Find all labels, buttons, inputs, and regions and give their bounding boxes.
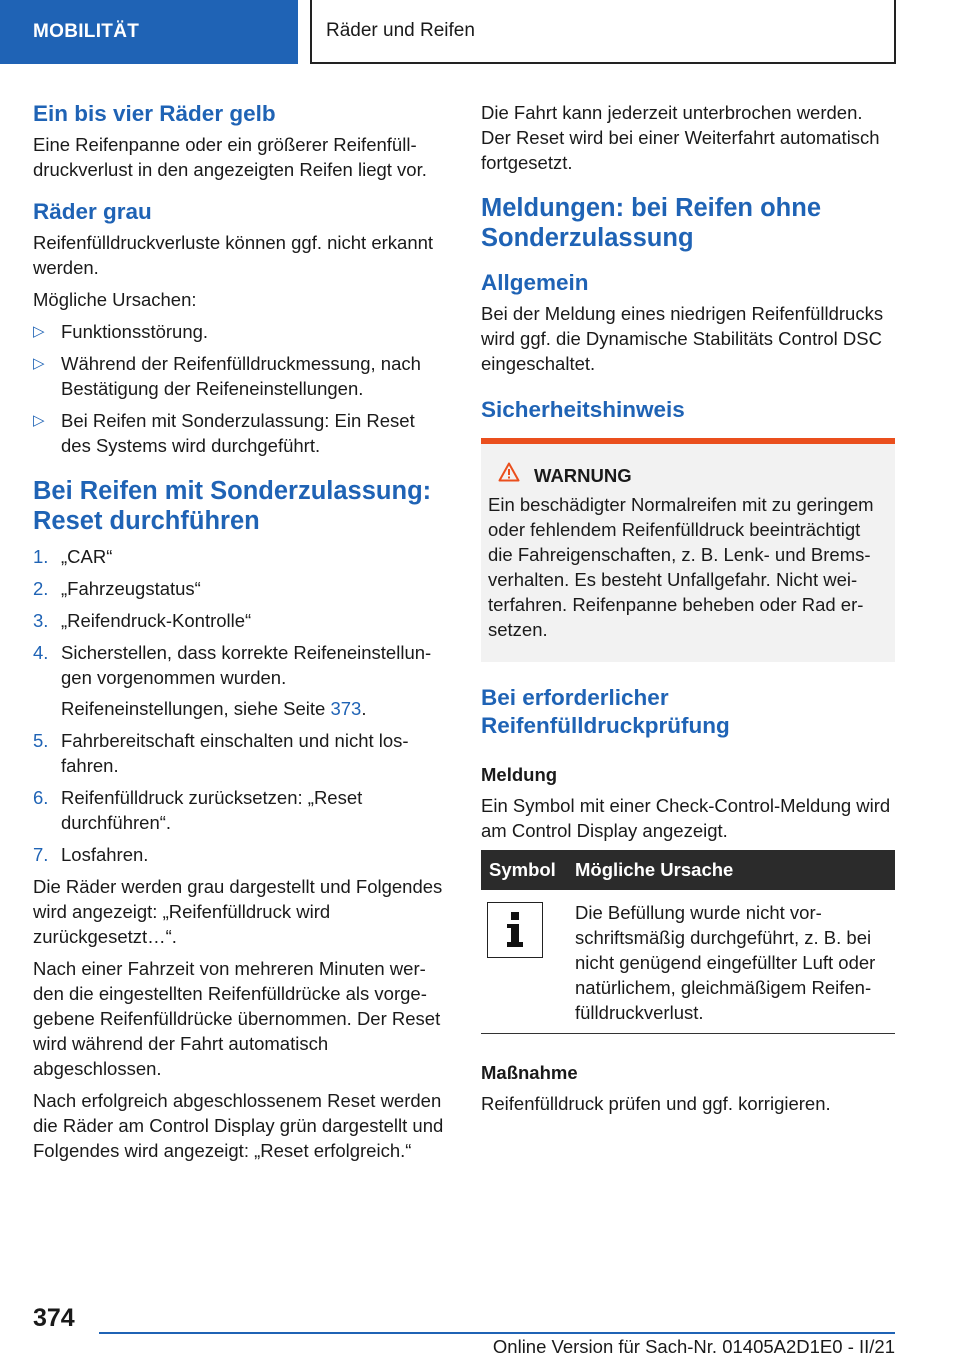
chapter-label: Räder und Reifen bbox=[310, 0, 896, 64]
heading-wheels-yellow: Ein bis vier Räder gelb bbox=[33, 101, 276, 126]
heading-message: Meldung bbox=[481, 764, 558, 785]
list-item: ▷ Funktionsstörung. bbox=[33, 321, 209, 342]
warning-title: WARNUNG bbox=[488, 462, 887, 488]
heading-wheels-grey: Räder grau bbox=[33, 199, 152, 224]
page-footer bbox=[0, 1290, 960, 1362]
causes-list bbox=[33, 319, 448, 458]
info-icon bbox=[487, 902, 543, 958]
reset-steps-list bbox=[33, 544, 448, 867]
warning-text: Ein beschädigter Normalreifen mit zu geringem oder fehlendem Reifenfülldruck beeinträchtigt die Fahreigenschaften, z. B. Lenk- und Bremsverhalten. Es besteht Unfallgefahr. Nicht weiterfahren. Reifenpanne beheben oder Rad ersetzen. bbox=[488, 494, 874, 640]
text-measure: Reifenfülldruck prüfen und ggf. korrigieren. bbox=[481, 1093, 831, 1114]
step-note: Reifeneinstellungen, siehe Seite 373. bbox=[61, 698, 367, 719]
right-column bbox=[481, 100, 895, 1123]
text-message: Ein Symbol mit einer Check-Control-Meldung wird am Control Display angezeigt. bbox=[481, 795, 891, 841]
table-header-row bbox=[481, 850, 895, 890]
text-interrupt: Die Fahrt kann jederzeit unterbrochen werden. Der Reset wird bei einer Weiterfahrt automatisch fortgesetzt. bbox=[481, 102, 880, 173]
list-item: ▷ Bei Reifen mit Sonderzulassung: Ein Reset des Systems wird durchgeführt. bbox=[33, 410, 415, 456]
triangle-bullet-icon: ▷ bbox=[33, 323, 45, 340]
table-row bbox=[481, 890, 895, 1034]
page-number: 374 bbox=[33, 1304, 75, 1332]
heading-safety: Sicherheitshinweis bbox=[481, 397, 685, 422]
text-wheels-grey: Reifenfülldruckverluste können ggf. nicht erkannt werden. bbox=[33, 232, 434, 278]
text-general: Bei der Meldung eines niedrigen Reifenfülldrucks wird ggf. die Dynamische Stabilitäts Control DSC eingeschaltet. bbox=[481, 303, 884, 374]
heading-measure: Maßnahme bbox=[481, 1062, 578, 1083]
footer-online-version: Online Version für Sach-Nr. 01405A2D1E0 - II/21 bbox=[492, 1336, 895, 1357]
list-item: ▷ Während der Reifenfülldruckmessung, nach Bestätigung der Reifeneinstellungen. bbox=[33, 353, 421, 399]
list-item: 5. Fahrbereitschaft einschalten und nicht losfahren. bbox=[33, 730, 409, 776]
column-header-symbol: Symbol bbox=[481, 850, 567, 890]
section-label: MOBILITÄT bbox=[0, 0, 298, 64]
list-item: 3. „Reifendruck-Kontrolle“ bbox=[33, 610, 252, 631]
triangle-bullet-icon: ▷ bbox=[33, 355, 45, 372]
text-after-drive: Nach einer Fahrzeit von mehreren Minuten werden die eingestellten Reifenfülldrücke als vorgegebene Reifenfülldrücke übernommen. Der Reset wird während der Fahrt automatisch abgeschlossen. bbox=[33, 958, 441, 1079]
heading-pressure-check: Bei erforderlicher Reifenfülldruckprüfung bbox=[481, 685, 730, 738]
heading-messages: Meldungen: bei Reifen ohne Sonderzulassung bbox=[481, 194, 822, 252]
symbol-table bbox=[481, 850, 895, 1034]
text-grey-shown: Die Räder werden grau dargestellt und Folgendes wird angezeigt: „Reifenfülldruck wird zurückgesetzt…“. bbox=[33, 876, 443, 947]
text-success: Nach erfolgreich abgeschlossenem Reset werden die Räder am Control Display grün dargestellt und Folgendes wird angezeigt: „Reset erfolgreich.“ bbox=[33, 1090, 444, 1161]
text-wheels-yellow: Eine Reifenpanne oder ein größerer Reifenfülldruckverlust in den angezeigten Reifen liegt vor. bbox=[33, 134, 427, 180]
symbol-cell bbox=[481, 890, 567, 1034]
list-item: 6. Reifenfülldruck zurücksetzen: „Reset durchführen“. bbox=[33, 787, 363, 833]
left-column bbox=[33, 100, 448, 1170]
cause-cell: Die Befüllung wurde nicht vorschriftsmäßig durchgeführt, z. B. bei nicht genügend eingefüllter Luft oder natürlichem, gleichmäßigem Reifenfülldruckverlust. bbox=[567, 890, 895, 1034]
warning-triangle-icon bbox=[498, 462, 520, 488]
heading-reset: Bei Reifen mit Sonderzulassung: Reset durchführen bbox=[33, 477, 432, 535]
list-item: 4. Sicherstellen, dass korrekte Reifeneinstellungen vorgenommen wurden. Reifeneinstellungen, siehe Seite 373. bbox=[33, 640, 448, 721]
list-item: 7. Losfahren. bbox=[33, 844, 149, 865]
triangle-bullet-icon: ▷ bbox=[33, 412, 45, 429]
list-item: 1. „CAR“ bbox=[33, 546, 113, 567]
list-item: 2. „Fahrzeugstatus“ bbox=[33, 578, 201, 599]
page-link[interactable]: 373 bbox=[330, 698, 362, 719]
heading-general: Allgemein bbox=[481, 270, 589, 295]
page-header bbox=[0, 0, 960, 66]
column-header-cause: Mögliche Ursache bbox=[567, 850, 895, 890]
warning-box bbox=[481, 438, 895, 662]
text-possible-causes: Mögliche Ursachen: bbox=[33, 289, 197, 310]
